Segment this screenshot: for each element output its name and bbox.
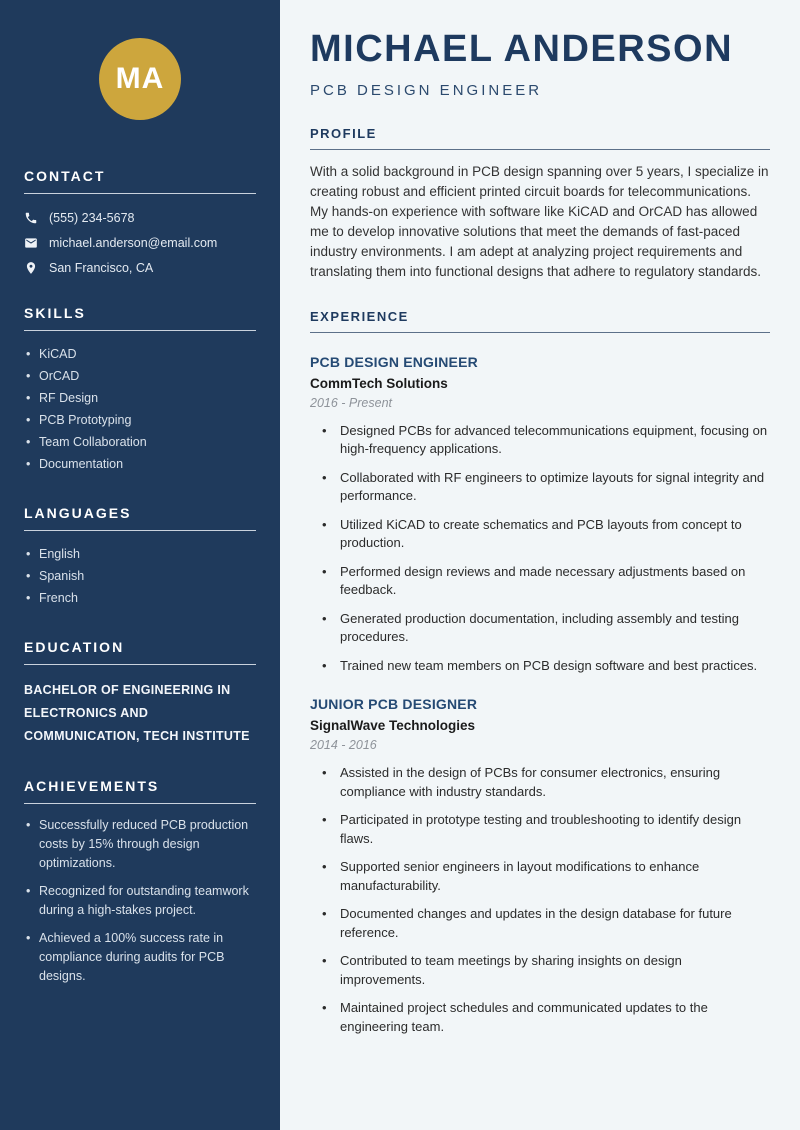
job-bullet: • Designed PCBs for advanced telecommunications equipment, focusing on high-frequency applications.	[322, 422, 770, 459]
job-entry-2	[310, 696, 770, 1036]
contact-heading: CONTACT	[24, 168, 256, 194]
experience-section	[310, 309, 770, 1037]
job-bullet: • Trained new team members on PCB design software and best practices.	[322, 657, 770, 676]
skill-item: • Team Collaboration	[24, 431, 256, 453]
job-bullet: • Maintained project schedules and communicated updates to the engineering team.	[322, 999, 770, 1036]
education-section	[24, 639, 256, 748]
achievements-section	[24, 778, 256, 986]
languages-list	[24, 543, 256, 609]
contact-email-row	[24, 236, 256, 250]
education-heading: EDUCATION	[24, 639, 256, 665]
contact-list	[24, 211, 256, 275]
job-dates: 2014 - 2016	[310, 738, 377, 753]
job-bullet: • Assisted in the design of PCBs for consumer electronics, ensuring compliance with industry standards.	[322, 764, 770, 801]
achievements-heading: ACHIEVEMENTS	[24, 778, 256, 804]
language-item: • English	[24, 543, 256, 565]
language-item: • French	[24, 587, 256, 609]
achievement-item: • Recognized for outstanding teamwork during a high-stakes project.	[24, 882, 256, 920]
job-dates: 2016 - Present	[310, 395, 392, 410]
profile-heading: PROFILE	[310, 126, 770, 150]
job-bullet: • Supported senior engineers in layout modifications to enhance manufacturability.	[322, 858, 770, 895]
job-bullet: • Documented changes and updates in the design database for future reference.	[322, 905, 770, 942]
location-icon	[24, 261, 38, 275]
skills-list	[24, 343, 256, 475]
job-bullet: • Contributed to team meetings by sharing insights on design improvements.	[322, 952, 770, 989]
location-text: San Francisco, CA	[49, 261, 154, 275]
achievement-item: • Achieved a 100% success rate in compliance during audits for PCB designs.	[24, 929, 256, 986]
skill-item: • OrCAD	[24, 365, 256, 387]
languages-section	[24, 505, 256, 609]
profile-text: With a solid background in PCB design spanning over 5 years, I specialize in creating robust and efficient printed circuit boards for telecommunications. My hands-on experience with software like KiCAD and OrCAD has allowed me to develop innovative solutions that meet the demands of fast-paced industry environments. I am adept at analyzing project requirements and translating them into functional designs that adhere to regulatory standards.	[310, 163, 769, 279]
job-role: PCB DESIGN ENGINEER	[310, 353, 478, 370]
skill-item: • Documentation	[24, 453, 256, 475]
phone-number: (555) 234-5678	[49, 211, 135, 225]
avatar	[99, 38, 181, 120]
job-bullet: • Generated production documentation, including assembly and testing procedures.	[322, 610, 770, 647]
job-role: JUNIOR PCB DESIGNER	[310, 696, 478, 713]
contact-location-row	[24, 261, 256, 275]
sidebar	[0, 0, 280, 1130]
language-item: • Spanish	[24, 565, 256, 587]
languages-heading: LANGUAGES	[24, 505, 256, 531]
contact-section	[24, 168, 256, 275]
job-bullet: • Collaborated with RF engineers to optimize layouts for signal integrity and performance.	[322, 469, 770, 506]
job-company: CommTech Solutions	[310, 375, 448, 391]
achievements-list	[24, 816, 256, 986]
person-name: MICHAEL ANDERSON	[310, 28, 734, 70]
avatar-initials: MA	[115, 62, 165, 95]
experience-heading: EXPERIENCE	[310, 309, 770, 333]
profile-section	[310, 126, 770, 282]
skills-heading: SKILLS	[24, 305, 256, 331]
job-bullet: • Participated in prototype testing and troubleshooting to identify design flaws.	[322, 811, 770, 848]
job-company: SignalWave Technologies	[310, 718, 476, 734]
job-bullet: • Utilized KiCAD to create schematics and PCB layouts from concept to production.	[322, 516, 770, 553]
skill-item: • PCB Prototyping	[24, 409, 256, 431]
email-icon	[24, 236, 38, 250]
achievement-item: • Successfully reduced PCB production costs by 15% through design optimizations.	[24, 816, 256, 873]
skills-section	[24, 305, 256, 475]
job-bullet: • Performed design reviews and made necessary adjustments based on feedback.	[322, 563, 770, 600]
job-bullets	[310, 764, 770, 1036]
skill-item: • RF Design	[24, 387, 256, 409]
phone-icon	[24, 211, 38, 225]
email-address: michael.anderson@email.com	[49, 236, 218, 250]
contact-phone-row	[24, 211, 256, 225]
job-entry-1	[310, 354, 770, 676]
education-degree: BACHELOR OF ENGINEERING IN ELECTRONICS AND COMMUNICATION, TECH INSTITUTE	[24, 683, 250, 743]
person-job-title: PCB DESIGN ENGINEER	[310, 81, 543, 99]
skill-item: • KiCAD	[24, 343, 256, 365]
job-bullets	[310, 422, 770, 676]
resume-main	[280, 0, 800, 1130]
